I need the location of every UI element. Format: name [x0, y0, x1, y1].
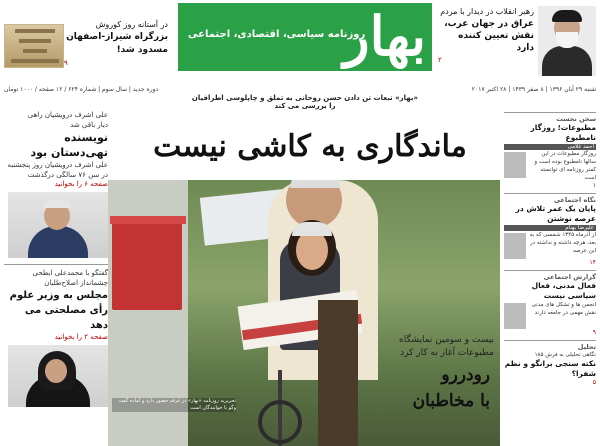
- caption-title2: با مخاطبان: [412, 391, 490, 411]
- masthead-tagline: روزنامه سیاسی، اقتصادی، اجتماعی: [188, 29, 366, 40]
- author-photo: [504, 233, 526, 259]
- story1-title2: تهی‌دستان بود: [30, 146, 108, 159]
- story1-title: نویسنده: [64, 131, 108, 144]
- s2-text: از آذرماه ۱۳۴۵ شمسی که به بعد، هرچه داشته و نداشته در این عرصه: [529, 232, 596, 254]
- story2-title2: رأی مصلحتی می دهد: [24, 305, 108, 331]
- editorial-item[interactable]: [504, 112, 596, 189]
- story-darvishian[interactable]: [4, 110, 108, 258]
- story2-page: صفحه ۲ را بخوانید: [54, 333, 108, 341]
- main-headline[interactable]: ماندگاری به کاشی نیست: [153, 129, 467, 164]
- masthead-name: بهار: [343, 4, 426, 68]
- sec2-label: نگاه اجتماعی: [504, 193, 596, 204]
- social-item[interactable]: [504, 193, 596, 266]
- s2-author: علیرضا بهنام: [504, 225, 596, 231]
- s4-page: ۵: [592, 379, 596, 386]
- analysis-item[interactable]: [504, 340, 596, 386]
- right-promo-kicker: رهبر انقلاب در دیدار با مردم: [440, 7, 534, 16]
- right-promo-page: ۲: [438, 56, 442, 64]
- right-promo[interactable]: [438, 6, 596, 78]
- photo-caption-title[interactable]: [380, 362, 490, 414]
- caption-line1: بیست و سومین نمایشگاه: [398, 335, 494, 345]
- s2-page: ۱۴: [589, 259, 596, 266]
- s3-page: ۹: [592, 329, 596, 336]
- right-promo-title: عراق در جهان عرب،: [444, 19, 534, 29]
- author-photo: [504, 303, 526, 329]
- left-promo-page: ۹: [64, 59, 68, 67]
- masthead: [178, 3, 432, 71]
- story1-kicker: علی اشرف درویشیان راهی: [27, 111, 108, 119]
- story1-kicker2: دیار باقی شد: [70, 121, 108, 129]
- subhead: «بهار» تبعات تن دادن حسن روحانی به تملق و چاپلوسی اطرافیان را بررسی می کند: [191, 94, 419, 110]
- sec1-label: سخن نخست: [504, 112, 596, 123]
- dateline-right: شنبه ۲۹ آبان ۱۳۹۶ | ۸ صفر ۱۴۳۹ | ۲۸ اکتبر ۲۰۱۷: [471, 86, 596, 93]
- story2-kicker: گفتگو با محمدعلی ابطحی: [32, 269, 108, 277]
- s1-page: ۱: [592, 182, 596, 189]
- story2-title: مجلس به وزیر علوم: [9, 290, 108, 301]
- caption-title1: رودررو: [441, 365, 490, 385]
- story1-page: صفحه ۶ را بخوانید: [54, 180, 108, 188]
- dateline-left: دوره جدید | سال سوم | شماره ۶۲۴ / ۱۲ صفحه / ۱۰۰۰ تومان: [4, 86, 159, 93]
- woman-photo: [8, 345, 108, 407]
- darvishian-photo: [8, 192, 108, 258]
- s3-title: فعال مدنی، فعال سیاسی نیست: [531, 281, 596, 300]
- story1-text: علی اشرف درویشیان روز پنجشنبه در سن ۷۶ سالگی درگذشت: [7, 161, 108, 179]
- report-item[interactable]: [504, 270, 596, 336]
- photo-credit: تحریریه روزنامه «بهار» در غرفه حضور دارد و آماده گفت وگو با خوانندگان است: [112, 398, 236, 412]
- s1-text: روزگار مطبوعات در این سالها نامطبوع بوده است و کمتر روزنامه ای توانسته است: [534, 151, 596, 181]
- left-promo[interactable]: [4, 18, 172, 76]
- leader-photo: [538, 6, 596, 76]
- s3-text: انجمن ها و تشکل های مدنی نقش مهمی در جامعه دارند: [531, 302, 596, 316]
- story2-kicker2: چشمانداز اصلاح‌طلبان: [44, 279, 108, 287]
- right-promo-title2: نقش تعیین کننده دارد: [458, 31, 534, 53]
- left-column: [4, 110, 108, 446]
- caption-line2: مطبوعات آغاز به کار کرد: [400, 348, 494, 358]
- sec4-label: تحلیل: [504, 340, 596, 351]
- s2-title: پایان یک عمر تلاش در عرصه نوشتن: [515, 204, 596, 223]
- left-promo-title: بزرگراه شیراز-اصفهان: [66, 32, 168, 42]
- photo-caption: [360, 334, 494, 360]
- author-photo: [504, 152, 526, 178]
- s1-author: احمد غلامی: [504, 144, 596, 150]
- tomb-photo: [4, 24, 64, 68]
- left-promo-kicker: در آستانه روز کوروش: [95, 20, 168, 29]
- s4-title: نکته سنجی برانگو و نظم شفرا؟: [504, 359, 596, 378]
- sec3-label: گزارش اجتماعی: [504, 270, 596, 281]
- right-column: [504, 112, 596, 446]
- left-promo-title2: مسدود شد!: [116, 45, 168, 55]
- s4-kicker: نگاهی تحلیلی به فرش ۱۸۵: [534, 352, 596, 358]
- s1-title: مطبوعات؛ روزگار نامطبوع: [530, 123, 596, 142]
- story-abtahi[interactable]: [4, 264, 108, 407]
